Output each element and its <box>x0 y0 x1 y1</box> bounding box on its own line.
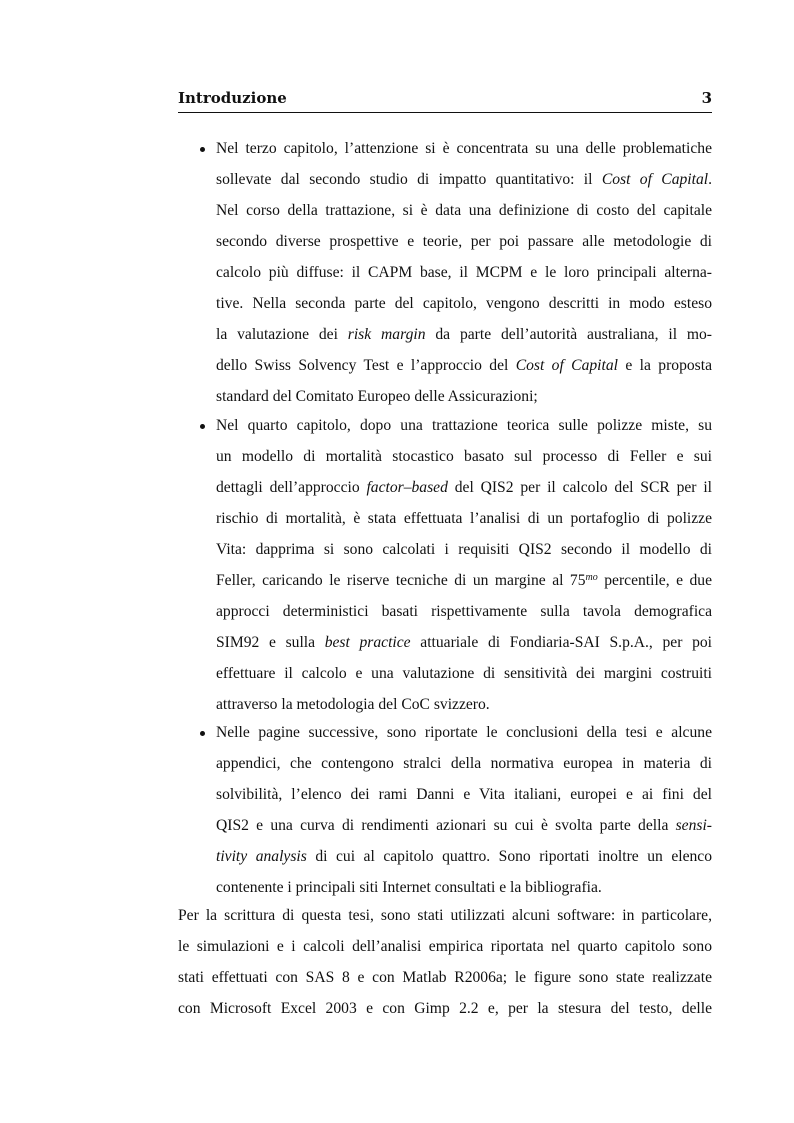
italic-term: factor–based <box>366 479 448 496</box>
bullet-1-line: dello Swiss Solvency Test e l’approccio del Cost of Capital e la proposta <box>216 357 712 374</box>
bullet-1-line: tive. Nella seconda parte del capitolo, vengono descritti in modo esteso <box>216 295 712 312</box>
bullet-1-line: secondo diverse prospettive e teorie, per poi passare alle metodologie di <box>216 233 712 250</box>
bullet-3-line: solvibilità, l’elenco dei rami Danni e Vita italiani, europei e ai fini del <box>216 786 712 803</box>
bullet-2-line: attraverso la metodologia del CoC svizzero. <box>216 696 490 713</box>
italic-term: Cost of Capital <box>515 357 618 374</box>
bullet-2-line: Nel quarto capitolo, dopo una trattazione teorica sulle polizze miste, su <box>216 417 712 434</box>
paragraph-line: le simulazioni e i calcoli dell’analisi empirica riportata nel quarto capitolo sono <box>178 938 712 955</box>
bullet-2-line: un modello di mortalità stocastico basato sul processo di Feller e sui <box>216 448 712 465</box>
italic-term: Cost of Capital <box>601 171 709 188</box>
paragraph-line: con Microsoft Excel 2003 e con Gimp 2.2 e, per la stesura del testo, delle <box>178 1000 712 1017</box>
superscript: mo <box>585 572 598 583</box>
bullet-1-line: Nel terzo capitolo, l’attenzione si è concentrata su una delle problematiche <box>216 140 712 157</box>
bullet-2-line: approcci deterministici basati rispettivamente sulla tavola demografica <box>216 603 712 620</box>
bullet-1-line: calcolo più diffuse: il CAPM base, il MCPM e le loro principali alterna- <box>216 264 712 281</box>
italic-term: best practice <box>324 634 411 651</box>
bullet-2-line: SIM92 e sulla best practice attuariale di Fondiaria-SAI S.p.A., per poi <box>216 634 713 651</box>
bullet-1-line: Nel corso della trattazione, si è data una definizione di costo del capitale <box>216 202 712 219</box>
paragraph-line: Per la scrittura di questa tesi, sono stati utilizzati alcuni software: in particolare, <box>178 907 712 924</box>
bullet-1-line: sollevate dal secondo studio di impatto quantitativo: il Cost of Capital. <box>216 171 712 188</box>
bullet-3-line: tivity analysis di cui al capitolo quattro. Sono riportati inoltre un elenco <box>216 848 713 865</box>
italic-term: tivity analysis <box>216 848 307 865</box>
bullet-icon <box>200 729 208 737</box>
bullet-2-line: dettagli dell’approccio factor–based del QIS2 per il calcolo del SCR per il <box>216 479 712 496</box>
running-header <box>178 89 712 111</box>
bullet-icon <box>200 145 208 153</box>
bullet-1-line: standard del Comitato Europeo delle Assicurazioni; <box>216 388 538 405</box>
paragraph-line: stati effettuati con SAS 8 e con Matlab R2006a; le figure sono state realizzate <box>178 969 712 986</box>
bullet-3-line: contenente i principali siti Internet consultati e la bibliografia. <box>216 879 602 896</box>
bullet-2-line: effettuare il calcolo e una valutazione di sensitività dei margini costruiti <box>216 665 712 682</box>
bullet-2-line: Vita: dapprima si sono calcolati i requisiti QIS2 secondo il modello di <box>216 541 712 558</box>
bullet-3-line: appendici, che contengono stralci della normativa europea in materia di <box>216 755 712 772</box>
italic-term: sensi- <box>675 817 712 834</box>
bullet-2-line: Feller, caricando le riserve tecniche di un margine al $75^{mo}$ percentile, e due <box>216 572 712 589</box>
bullet-2-line: rischio di mortalità, è stata effettuata l’analisi di un portafoglio di polizze <box>216 510 712 527</box>
bullet-3-line: QIS2 e una curva di rendimenti azionari su cui è svolta parte della sensi- <box>216 817 712 834</box>
bullet-1-line: la valutazione dei risk margin da parte dell’autorità australiana, il mo- <box>216 326 713 343</box>
italic-term: risk margin <box>347 326 426 343</box>
header-rule <box>178 112 712 113</box>
bullet-3-line: Nelle pagine successive, sono riportate le conclusioni della tesi e alcune <box>216 724 712 741</box>
page-number: 3 <box>701 89 712 107</box>
header-title: Introduzione <box>178 89 287 107</box>
bullet-icon <box>200 422 208 430</box>
